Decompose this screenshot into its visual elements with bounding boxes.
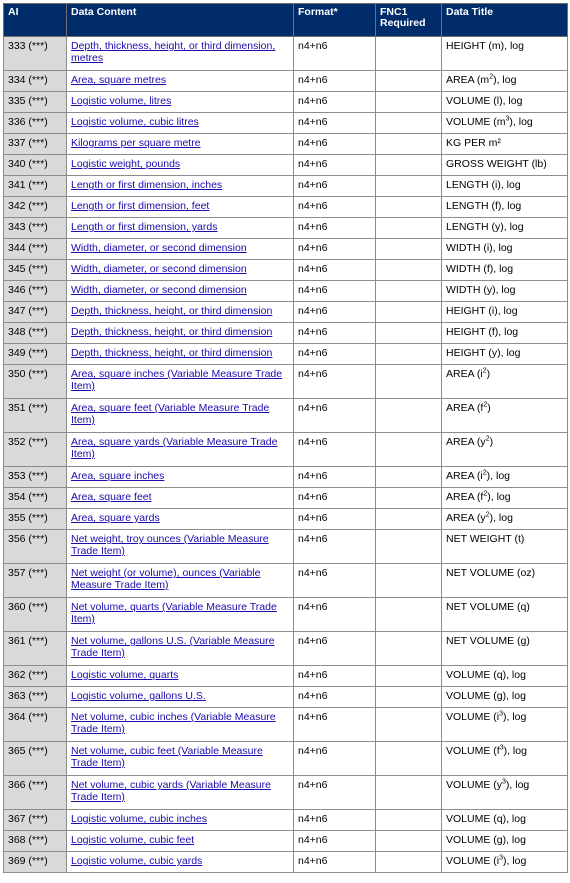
- fnc1-cell: [376, 113, 442, 134]
- data-title-cell: VOLUME (q), log: [442, 666, 568, 687]
- data-content-cell: [67, 155, 294, 176]
- format-cell: n4+n6: [294, 831, 376, 852]
- table-row: [4, 598, 568, 632]
- fnc1-cell: [376, 281, 442, 302]
- fnc1-cell: [376, 176, 442, 197]
- ai-code: 341 (***): [4, 176, 67, 197]
- fnc1-cell: [376, 666, 442, 687]
- format-cell: n4+n6: [294, 564, 376, 598]
- data-content-cell: [67, 344, 294, 365]
- data-content-cell: [67, 467, 294, 488]
- data-content-link[interactable]: Length or first dimension, yards: [71, 221, 218, 233]
- table-row: [4, 281, 568, 302]
- ai-code: 356 (***): [4, 530, 67, 564]
- fnc1-cell: [376, 530, 442, 564]
- ai-code: 365 (***): [4, 742, 67, 776]
- format-cell: n4+n6: [294, 176, 376, 197]
- table-row: [4, 433, 568, 467]
- format-cell: n4+n6: [294, 134, 376, 155]
- ai-code: 346 (***): [4, 281, 67, 302]
- data-content-cell: [67, 197, 294, 218]
- ai-code: 340 (***): [4, 155, 67, 176]
- ai-code: 333 (***): [4, 37, 67, 71]
- data-content-link[interactable]: Width, diameter, or second dimension: [71, 263, 247, 275]
- ai-code: 351 (***): [4, 399, 67, 433]
- data-content-link[interactable]: Area, square feet (Variable Measure Trade Item): [71, 402, 270, 426]
- data-content-link[interactable]: Net volume, gallons U.S. (Variable Measure Trade Item): [71, 635, 275, 659]
- table-row: [4, 852, 568, 873]
- ai-code: 335 (***): [4, 92, 67, 113]
- header-data-content: Data Content: [67, 4, 294, 37]
- data-content-cell: [67, 176, 294, 197]
- data-content-link[interactable]: Logistic volume, gallons U.S.: [71, 690, 206, 702]
- ai-code: 355 (***): [4, 509, 67, 530]
- data-title-cell: HEIGHT (m), log: [442, 37, 568, 71]
- data-content-cell: [67, 666, 294, 687]
- fnc1-cell: [376, 302, 442, 323]
- ai-code: 342 (***): [4, 197, 67, 218]
- format-cell: n4+n6: [294, 399, 376, 433]
- data-content-cell: [67, 239, 294, 260]
- data-content-link[interactable]: Depth, thickness, height, or third dimension, metres: [71, 40, 276, 64]
- fnc1-cell: [376, 433, 442, 467]
- data-content-cell: [67, 433, 294, 467]
- ai-code: 344 (***): [4, 239, 67, 260]
- data-title-cell: LENGTH (i), log: [442, 176, 568, 197]
- ai-code: 354 (***): [4, 488, 67, 509]
- data-title-cell: VOLUME $(f^3)$, log: [442, 742, 568, 776]
- data-content-link[interactable]: Area, square yards (Variable Measure Trade Item): [71, 436, 278, 460]
- data-content-cell: [67, 281, 294, 302]
- data-content-link[interactable]: Net volume, cubic inches (Variable Measure Trade Item): [71, 711, 276, 735]
- format-cell: n4+n6: [294, 530, 376, 564]
- fnc1-cell: [376, 71, 442, 92]
- data-content-cell: [67, 632, 294, 666]
- data-content-link[interactable]: Depth, thickness, height, or third dimension: [71, 305, 273, 317]
- table-row: [4, 742, 568, 776]
- fnc1-cell: [376, 365, 442, 399]
- fnc1-cell: [376, 708, 442, 742]
- data-content-link[interactable]: Depth, thickness, height, or third dimension: [71, 347, 273, 359]
- table-row: [4, 399, 568, 433]
- table-row: [4, 831, 568, 852]
- ai-code: 343 (***): [4, 218, 67, 239]
- data-title-cell: NET WEIGHT (t): [442, 530, 568, 564]
- data-content-link[interactable]: Logistic volume, cubic yards: [71, 855, 203, 867]
- ai-code: 361 (***): [4, 632, 67, 666]
- table-body: [4, 37, 568, 873]
- fnc1-cell: [376, 218, 442, 239]
- data-content-cell: [67, 708, 294, 742]
- data-title-cell: VOLUME (l), log: [442, 92, 568, 113]
- data-content-cell: [67, 810, 294, 831]
- table-row: [4, 488, 568, 509]
- format-cell: n4+n6: [294, 666, 376, 687]
- fnc1-cell: [376, 399, 442, 433]
- table-row: [4, 239, 568, 260]
- format-cell: n4+n6: [294, 598, 376, 632]
- table-row: [4, 176, 568, 197]
- fnc1-cell: [376, 155, 442, 176]
- format-cell: n4+n6: [294, 71, 376, 92]
- ai-code: 366 (***): [4, 776, 67, 810]
- data-content-link[interactable]: Length or first dimension, feet: [71, 200, 210, 212]
- data-content-link[interactable]: Logistic weight, pounds: [71, 158, 181, 170]
- table-row: [4, 509, 568, 530]
- format-cell: n4+n6: [294, 776, 376, 810]
- format-cell: n4+n6: [294, 323, 376, 344]
- data-content-link[interactable]: Area, square feet: [71, 491, 152, 503]
- data-title-cell: AREA $(i^2)$, log: [442, 467, 568, 488]
- table-row: [4, 530, 568, 564]
- data-content-cell: [67, 323, 294, 344]
- format-cell: n4+n6: [294, 632, 376, 666]
- fnc1-cell: [376, 776, 442, 810]
- table-row: [4, 365, 568, 399]
- data-content-link[interactable]: Logistic volume, quarts: [71, 669, 179, 681]
- fnc1-cell: [376, 564, 442, 598]
- format-cell: n4+n6: [294, 433, 376, 467]
- data-content-link[interactable]: Logistic volume, cubic feet: [71, 834, 195, 846]
- data-title-cell: VOLUME $(y^3)$, log: [442, 776, 568, 810]
- format-cell: n4+n6: [294, 687, 376, 708]
- data-title-cell: AREA $(y^2)$: [442, 433, 568, 467]
- ai-code: 368 (***): [4, 831, 67, 852]
- data-title-cell: NET VOLUME (oz): [442, 564, 568, 598]
- data-content-link[interactable]: Net volume, cubic feet (Variable Measure Trade Item): [71, 745, 263, 769]
- data-content-link[interactable]: Depth, thickness, height, or third dimension: [71, 326, 273, 338]
- data-content-cell: [67, 598, 294, 632]
- format-cell: n4+n6: [294, 509, 376, 530]
- data-title-cell: AREA $(f^2)$, log: [442, 488, 568, 509]
- data-title-cell: NET VOLUME (q): [442, 598, 568, 632]
- format-cell: n4+n6: [294, 37, 376, 71]
- header-data-title: Data Title: [442, 4, 568, 37]
- table-row: [4, 92, 568, 113]
- ai-code: 350 (***): [4, 365, 67, 399]
- data-content-link[interactable]: Logistic volume, cubic litres: [71, 116, 199, 128]
- fnc1-cell: [376, 239, 442, 260]
- ai-code: 349 (***): [4, 344, 67, 365]
- table-row: [4, 71, 568, 92]
- data-content-cell: [67, 134, 294, 155]
- data-title-cell: VOLUME $(i^3)$, log: [442, 708, 568, 742]
- data-content-link[interactable]: Area, square yards: [71, 512, 160, 524]
- fnc1-cell: [376, 197, 442, 218]
- data-title-cell: AREA $(y^2)$, log: [442, 509, 568, 530]
- data-content-link[interactable]: Net weight (or volume), ounces (Variable Measure Trade Item): [71, 567, 261, 591]
- fnc1-cell: [376, 598, 442, 632]
- fnc1-cell: [376, 687, 442, 708]
- data-content-cell: [67, 92, 294, 113]
- data-content-link[interactable]: Width, diameter, or second dimension: [71, 242, 247, 254]
- data-content-cell: [67, 742, 294, 776]
- data-content-link[interactable]: Logistic volume, cubic inches: [71, 813, 207, 825]
- fnc1-cell: [376, 92, 442, 113]
- data-title-cell: AREA $(f^2)$: [442, 399, 568, 433]
- data-content-cell: [67, 399, 294, 433]
- data-content-cell: [67, 564, 294, 598]
- data-title-cell: LENGTH (f), log: [442, 197, 568, 218]
- ai-code: 357 (***): [4, 564, 67, 598]
- data-content-link[interactable]: Kilograms per square metre: [71, 137, 201, 149]
- format-cell: n4+n6: [294, 467, 376, 488]
- data-content-cell: [67, 831, 294, 852]
- ai-code: 336 (***): [4, 113, 67, 134]
- format-cell: n4+n6: [294, 302, 376, 323]
- fnc1-cell: [376, 260, 442, 281]
- format-cell: n4+n6: [294, 260, 376, 281]
- ai-code: 369 (***): [4, 852, 67, 873]
- data-title-cell: WIDTH (i), log: [442, 239, 568, 260]
- format-cell: n4+n6: [294, 742, 376, 776]
- table-row: [4, 810, 568, 831]
- data-content-cell: [67, 113, 294, 134]
- data-content-link[interactable]: Area, square metres: [71, 74, 167, 86]
- ai-code: 348 (***): [4, 323, 67, 344]
- fnc1-cell: [376, 810, 442, 831]
- data-title-cell: NET VOLUME (g): [442, 632, 568, 666]
- data-content-link[interactable]: Logistic volume, litres: [71, 95, 172, 107]
- fnc1-cell: [376, 488, 442, 509]
- table-row: [4, 197, 568, 218]
- data-title-cell: LENGTH (y), log: [442, 218, 568, 239]
- fnc1-cell: [376, 831, 442, 852]
- ai-code: 334 (***): [4, 71, 67, 92]
- data-content-cell: [67, 71, 294, 92]
- data-content-cell: [67, 852, 294, 873]
- ai-code: 367 (***): [4, 810, 67, 831]
- table-row: [4, 323, 568, 344]
- data-title-cell: HEIGHT (i), log: [442, 302, 568, 323]
- table-row: [4, 134, 568, 155]
- data-title-cell: VOLUME (g), log: [442, 687, 568, 708]
- table-row: [4, 260, 568, 281]
- data-content-link[interactable]: Net weight, troy ounces (Variable Measure Trade Item): [71, 533, 269, 557]
- ai-code: 362 (***): [4, 666, 67, 687]
- table-row: [4, 708, 568, 742]
- ai-code: 352 (***): [4, 433, 67, 467]
- data-content-link[interactable]: Net volume, cubic yards (Variable Measure Trade Item): [71, 779, 271, 803]
- format-cell: n4+n6: [294, 155, 376, 176]
- table-row: [4, 155, 568, 176]
- header-ai: AI: [4, 4, 67, 37]
- format-cell: n4+n6: [294, 810, 376, 831]
- data-content-cell: [67, 302, 294, 323]
- data-content-link[interactable]: Net volume, quarts (Variable Measure Trade Item): [71, 601, 277, 625]
- fnc1-cell: [376, 344, 442, 365]
- table-row: [4, 467, 568, 488]
- table-row: [4, 687, 568, 708]
- format-cell: n4+n6: [294, 365, 376, 399]
- data-content-cell: [67, 260, 294, 281]
- fnc1-cell: [376, 467, 442, 488]
- table-row: [4, 632, 568, 666]
- data-title-cell: VOLUME $(i^3)$, log: [442, 852, 568, 873]
- ai-code: 353 (***): [4, 467, 67, 488]
- data-title-cell: VOLUME (q), log: [442, 810, 568, 831]
- data-title-cell: AREA $(i^2)$: [442, 365, 568, 399]
- format-cell: n4+n6: [294, 708, 376, 742]
- table-row: [4, 776, 568, 810]
- fnc1-cell: [376, 742, 442, 776]
- data-content-link[interactable]: Area, square inches (Variable Measure Trade Item): [71, 368, 283, 392]
- format-cell: n4+n6: [294, 852, 376, 873]
- format-cell: n4+n6: [294, 218, 376, 239]
- format-cell: n4+n6: [294, 197, 376, 218]
- table-row: [4, 37, 568, 71]
- table-row: [4, 113, 568, 134]
- data-content-cell: [67, 509, 294, 530]
- header-row: [4, 4, 568, 37]
- data-content-link[interactable]: Area, square inches: [71, 470, 165, 482]
- data-content-link[interactable]: Width, diameter, or second dimension: [71, 284, 247, 296]
- data-title-cell: GROSS WEIGHT (lb): [442, 155, 568, 176]
- header-fnc1: FNC1 Required: [376, 4, 442, 37]
- fnc1-cell: [376, 632, 442, 666]
- data-content-cell: [67, 365, 294, 399]
- fnc1-cell: [376, 134, 442, 155]
- data-content-link[interactable]: Length or first dimension, inches: [71, 179, 223, 191]
- format-cell: n4+n6: [294, 113, 376, 134]
- data-content-cell: [67, 488, 294, 509]
- data-content-cell: [67, 530, 294, 564]
- data-title-cell: KG PER m²: [442, 134, 568, 155]
- fnc1-cell: [376, 852, 442, 873]
- ai-code: 347 (***): [4, 302, 67, 323]
- format-cell: n4+n6: [294, 344, 376, 365]
- fnc1-cell: [376, 323, 442, 344]
- data-title-cell: HEIGHT (y), log: [442, 344, 568, 365]
- ai-code: 364 (***): [4, 708, 67, 742]
- header-format: Format*: [294, 4, 376, 37]
- table-row: [4, 344, 568, 365]
- data-content-cell: [67, 218, 294, 239]
- table-row: [4, 218, 568, 239]
- format-cell: n4+n6: [294, 281, 376, 302]
- table-row: [4, 302, 568, 323]
- data-content-cell: [67, 687, 294, 708]
- table-row: [4, 666, 568, 687]
- ai-code: 360 (***): [4, 598, 67, 632]
- data-title-cell: VOLUME $(m^3)$, log: [442, 113, 568, 134]
- table-row: [4, 564, 568, 598]
- data-title-cell: VOLUME (g), log: [442, 831, 568, 852]
- data-title-cell: WIDTH (f), log: [442, 260, 568, 281]
- format-cell: n4+n6: [294, 239, 376, 260]
- ai-table: [3, 3, 568, 873]
- data-title-cell: HEIGHT (f), log: [442, 323, 568, 344]
- ai-code: 345 (***): [4, 260, 67, 281]
- format-cell: n4+n6: [294, 92, 376, 113]
- ai-code: 363 (***): [4, 687, 67, 708]
- fnc1-cell: [376, 509, 442, 530]
- fnc1-cell: [376, 37, 442, 71]
- data-content-cell: [67, 776, 294, 810]
- data-title-cell: WIDTH (y), log: [442, 281, 568, 302]
- format-cell: n4+n6: [294, 488, 376, 509]
- ai-code: 337 (***): [4, 134, 67, 155]
- data-content-cell: [67, 37, 294, 71]
- data-title-cell: AREA $(m^2)$, log: [442, 71, 568, 92]
